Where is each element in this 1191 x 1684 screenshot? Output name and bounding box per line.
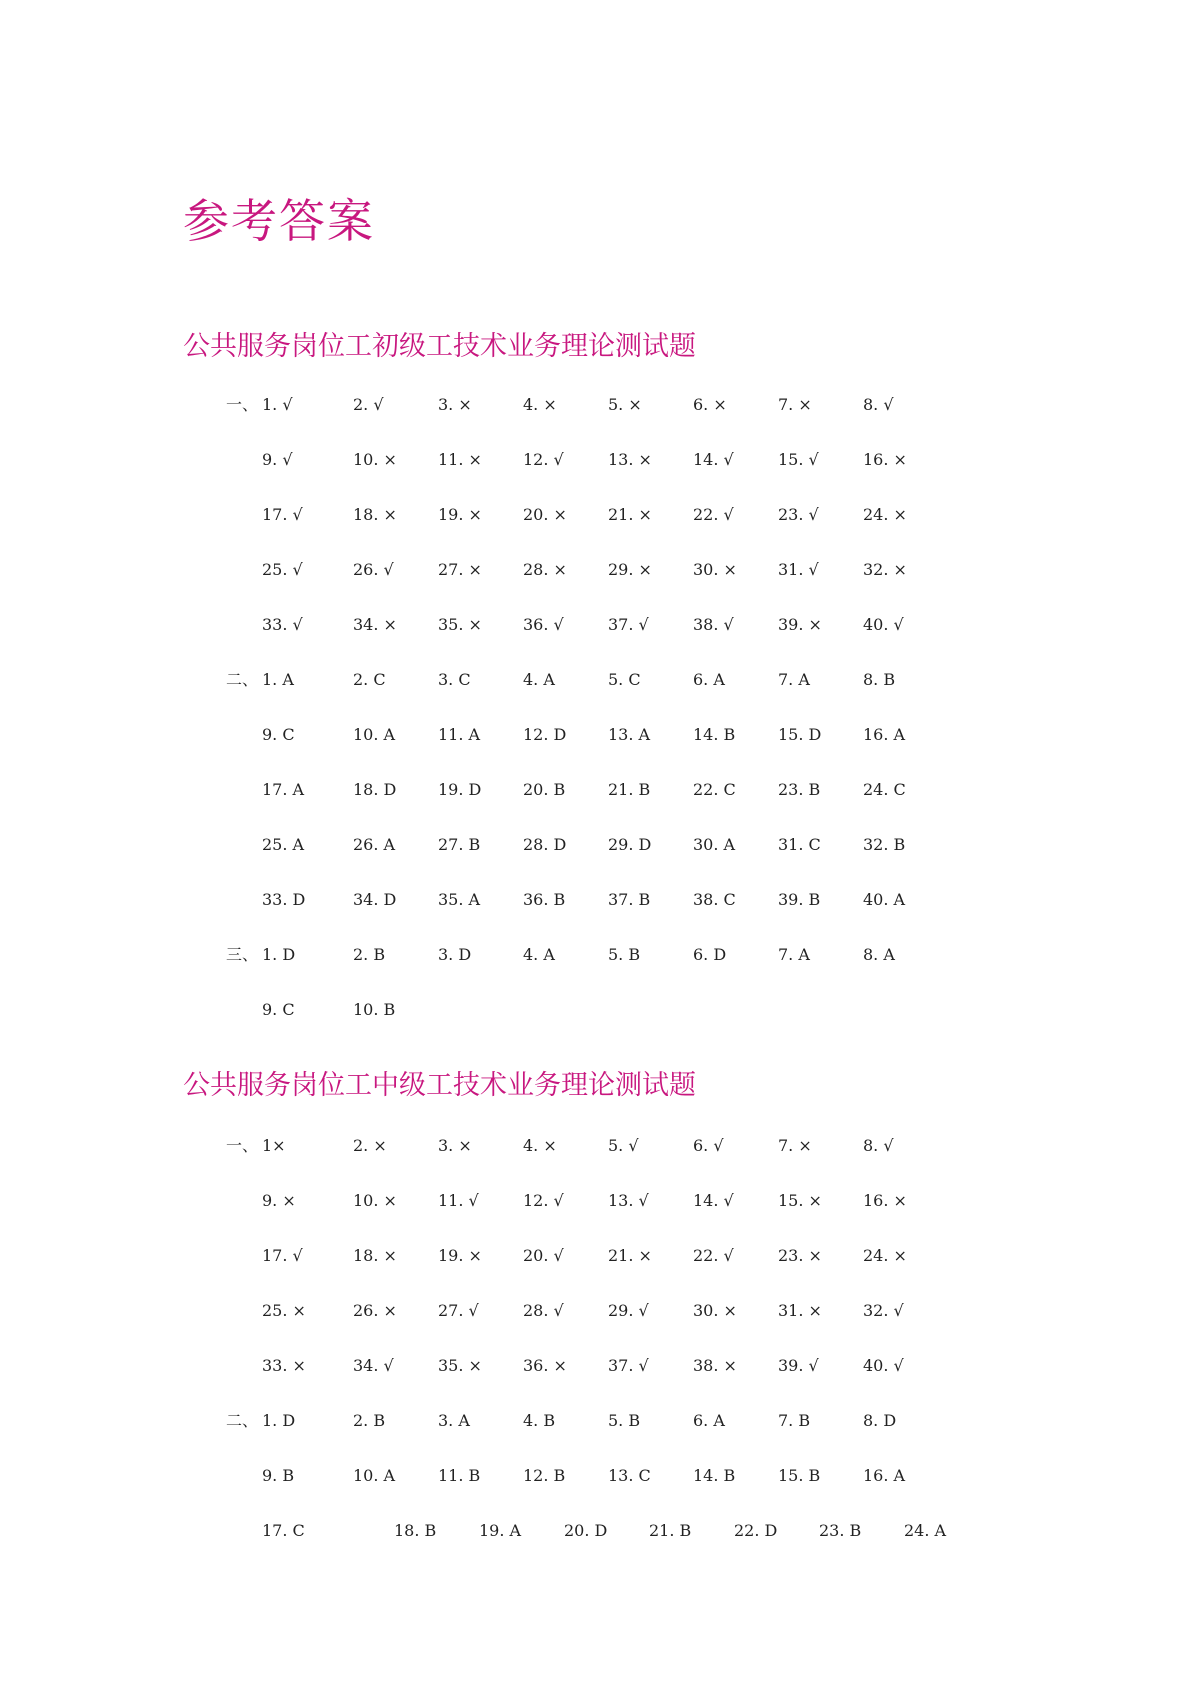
answer-item: 14. B: [693, 1465, 736, 1485]
answer-item: 33. ×: [262, 1355, 306, 1375]
answer-item: 22. √: [693, 1245, 734, 1265]
answer-item: 20. ×: [523, 504, 567, 524]
answer-item: 8. √: [863, 395, 894, 414]
answer-item: 37. B: [608, 889, 651, 909]
answer-item: 31. √: [778, 559, 819, 579]
answer-item: 16. A: [863, 724, 906, 744]
answer-item: 11. √: [438, 1190, 479, 1210]
answer-item: 7. ×: [778, 1136, 812, 1155]
answer-item: 31. C: [778, 834, 821, 854]
answer-item: 35. ×: [438, 1355, 482, 1375]
answer-item: 4. A: [523, 945, 555, 964]
answer-item: 32. √: [863, 1300, 904, 1320]
answer-item: 23. ×: [778, 1245, 822, 1265]
answer-item: 28. √: [523, 1300, 564, 1320]
answer-item: 33. D: [262, 889, 306, 909]
answer-item: 25. A: [262, 834, 305, 854]
answer-item: 1. D: [262, 945, 296, 964]
answer-item: 37. √: [608, 1355, 649, 1375]
section-title-primary-level: 公共服务岗位工初级工技术业务理论测试题: [183, 331, 696, 362]
answer-item: 5. √: [608, 1136, 639, 1155]
answer-item: 27. B: [438, 834, 481, 854]
answer-item: 34. √: [353, 1355, 394, 1375]
answer-item: 23. B: [819, 1520, 862, 1540]
answer-item: 13. A: [608, 724, 651, 744]
answer-item: 11. A: [438, 724, 481, 744]
answer-item: 7. B: [778, 1411, 811, 1430]
answer-item: 28. ×: [523, 559, 567, 579]
answer-item: 29. ×: [608, 559, 652, 579]
answer-item: 3. ×: [438, 1136, 472, 1155]
answer-item: 3. ×: [438, 395, 472, 414]
answer-item: 39. ×: [778, 614, 822, 634]
answer-item: 30. ×: [693, 559, 737, 579]
answer-item: 9. C: [262, 724, 295, 744]
answer-item: 27. ×: [438, 559, 482, 579]
answer-item: 9. ×: [262, 1190, 296, 1210]
answer-item: 6. A: [693, 1411, 725, 1430]
answer-item: 2. B: [353, 1411, 386, 1430]
answer-item: 13. √: [608, 1190, 649, 1210]
answer-item: 39. B: [778, 889, 821, 909]
answer-item: 12. √: [523, 449, 564, 469]
answer-item: 5. C: [608, 670, 641, 689]
answer-item: 12. √: [523, 1190, 564, 1210]
answer-item: 19. A: [479, 1520, 522, 1540]
answer-item: 10. ×: [353, 1190, 397, 1210]
answer-item: 5. B: [608, 1411, 641, 1430]
answer-item: 27. √: [438, 1300, 479, 1320]
answer-item: 21. B: [608, 779, 651, 799]
answer-item: 2. √: [353, 395, 384, 414]
answer-item: 12. B: [523, 1465, 566, 1485]
page-title: 参考答案: [183, 194, 375, 248]
answer-item: 24. C: [863, 779, 906, 799]
answer-item: 22. C: [693, 779, 736, 799]
part-label: 一、: [226, 395, 259, 414]
answer-item: 32. ×: [863, 559, 907, 579]
answer-item: 18. ×: [353, 1245, 397, 1265]
answer-item: 8. D: [863, 1411, 897, 1430]
answer-item: 20. D: [564, 1520, 608, 1540]
answer-item: 4. B: [523, 1411, 556, 1430]
answer-item: 9. C: [262, 999, 295, 1019]
answer-item: 9. B: [262, 1465, 295, 1485]
answer-item: 33. √: [262, 614, 303, 634]
answer-item: 29. D: [608, 834, 652, 854]
answer-item: 19. ×: [438, 504, 482, 524]
answer-item: 23. √: [778, 504, 819, 524]
answer-item: 11. B: [438, 1465, 481, 1485]
answer-item: 26. A: [353, 834, 396, 854]
answer-item: 26. ×: [353, 1300, 397, 1320]
answer-item: 34. D: [353, 889, 397, 909]
part-label: 一、: [226, 1136, 259, 1155]
answer-item: 15. B: [778, 1465, 821, 1485]
section-title-intermediate-level: 公共服务岗位工中级工技术业务理论测试题: [183, 1070, 696, 1101]
answer-item: 9. √: [262, 449, 293, 469]
answer-item: 24. ×: [863, 1245, 907, 1265]
answer-item: 16. A: [863, 1465, 906, 1485]
answer-item: 7. A: [778, 945, 810, 964]
part-label: 二、: [226, 1411, 259, 1430]
answer-item: 2. ×: [353, 1136, 387, 1155]
answer-item: 17. A: [262, 779, 305, 799]
answer-item: 31. ×: [778, 1300, 822, 1320]
answer-item: 8. B: [863, 670, 896, 689]
answer-item: 16. ×: [863, 449, 907, 469]
answer-item: 40. √: [863, 1355, 904, 1375]
answer-item: 29. √: [608, 1300, 649, 1320]
answer-item: 36. √: [523, 614, 564, 634]
answer-item: 5. ×: [608, 395, 642, 414]
answer-item: 1. D: [262, 1411, 296, 1430]
answer-item: 6. A: [693, 670, 725, 689]
answer-item: 6. √: [693, 1136, 724, 1155]
answer-item: 7. ×: [778, 395, 812, 414]
answer-item: 3. D: [438, 945, 472, 964]
answer-item: 38. ×: [693, 1355, 737, 1375]
answer-item: 30. A: [693, 834, 736, 854]
answer-item: 11. ×: [438, 449, 482, 469]
answer-item: 12. D: [523, 724, 567, 744]
answer-item: 6. D: [693, 945, 727, 964]
answer-item: 18. ×: [353, 504, 397, 524]
answer-item: 1. √: [262, 395, 293, 414]
answer-item: 30. ×: [693, 1300, 737, 1320]
answer-item: 40. A: [863, 889, 906, 909]
answer-item: 15. D: [778, 724, 822, 744]
answer-item: 25. ×: [262, 1300, 306, 1320]
answer-item: 22. √: [693, 504, 734, 524]
answer-item: 14. √: [693, 1190, 734, 1210]
answer-item: 23. B: [778, 779, 821, 799]
answer-item: 16. ×: [863, 1190, 907, 1210]
answer-item: 28. D: [523, 834, 567, 854]
answer-item: 39. √: [778, 1355, 819, 1375]
answer-item: 38. √: [693, 614, 734, 634]
answer-item: 24. ×: [863, 504, 907, 524]
answer-item: 22. D: [734, 1520, 778, 1540]
answer-item: 10. ×: [353, 449, 397, 469]
answer-item: 17. C: [262, 1520, 305, 1540]
answer-item: 20. √: [523, 1245, 564, 1265]
answer-item: 10. B: [353, 999, 396, 1019]
answer-item: 15. ×: [778, 1190, 822, 1210]
answer-item: 7. A: [778, 670, 810, 689]
answer-item: 25. √: [262, 559, 303, 579]
answer-item: 8. A: [863, 945, 895, 964]
answer-item: 34. ×: [353, 614, 397, 634]
answer-item: 13. C: [608, 1465, 651, 1485]
part-label: 二、: [226, 670, 259, 689]
answer-item: 1. A: [262, 670, 294, 689]
answer-item: 8. √: [863, 1136, 894, 1155]
answer-item: 10. A: [353, 724, 396, 744]
answer-item: 21. ×: [608, 504, 652, 524]
answer-item: 36. B: [523, 889, 566, 909]
answer-item: 21. B: [649, 1520, 692, 1540]
answer-item: 4. ×: [523, 395, 557, 414]
answer-item: 4. A: [523, 670, 555, 689]
answer-item: 14. √: [693, 449, 734, 469]
answer-item: 32. B: [863, 834, 906, 854]
answer-item: 35. A: [438, 889, 481, 909]
answer-item: 4. ×: [523, 1136, 557, 1155]
answer-item: 2. C: [353, 670, 386, 689]
answer-item: 38. C: [693, 889, 736, 909]
answer-item: 24. A: [904, 1520, 947, 1540]
answer-item: 40. √: [863, 614, 904, 634]
answer-item: 20. B: [523, 779, 566, 799]
answer-item: 13. ×: [608, 449, 652, 469]
answer-item: 21. ×: [608, 1245, 652, 1265]
answer-item: 5. B: [608, 945, 641, 964]
answer-item: 18. D: [353, 779, 397, 799]
answer-item: 36. ×: [523, 1355, 567, 1375]
answer-item: 26. √: [353, 559, 394, 579]
answer-item: 2. B: [353, 945, 386, 964]
answer-item: 10. A: [353, 1465, 396, 1485]
answer-item: 18. B: [394, 1520, 437, 1540]
answer-item: 19. ×: [438, 1245, 482, 1265]
answer-item: 17. √: [262, 504, 303, 524]
answer-item: 35. ×: [438, 614, 482, 634]
answer-item: 17. √: [262, 1245, 303, 1265]
answer-item: 3. C: [438, 670, 471, 689]
answer-item: 14. B: [693, 724, 736, 744]
answer-item: 19. D: [438, 779, 482, 799]
part-label: 三、: [226, 945, 259, 964]
answer-item: 6. ×: [693, 395, 727, 414]
answer-item: 15. √: [778, 449, 819, 469]
answer-item: 3. A: [438, 1411, 470, 1430]
answer-item: 37. √: [608, 614, 649, 634]
answer-item: 1×: [262, 1136, 286, 1155]
